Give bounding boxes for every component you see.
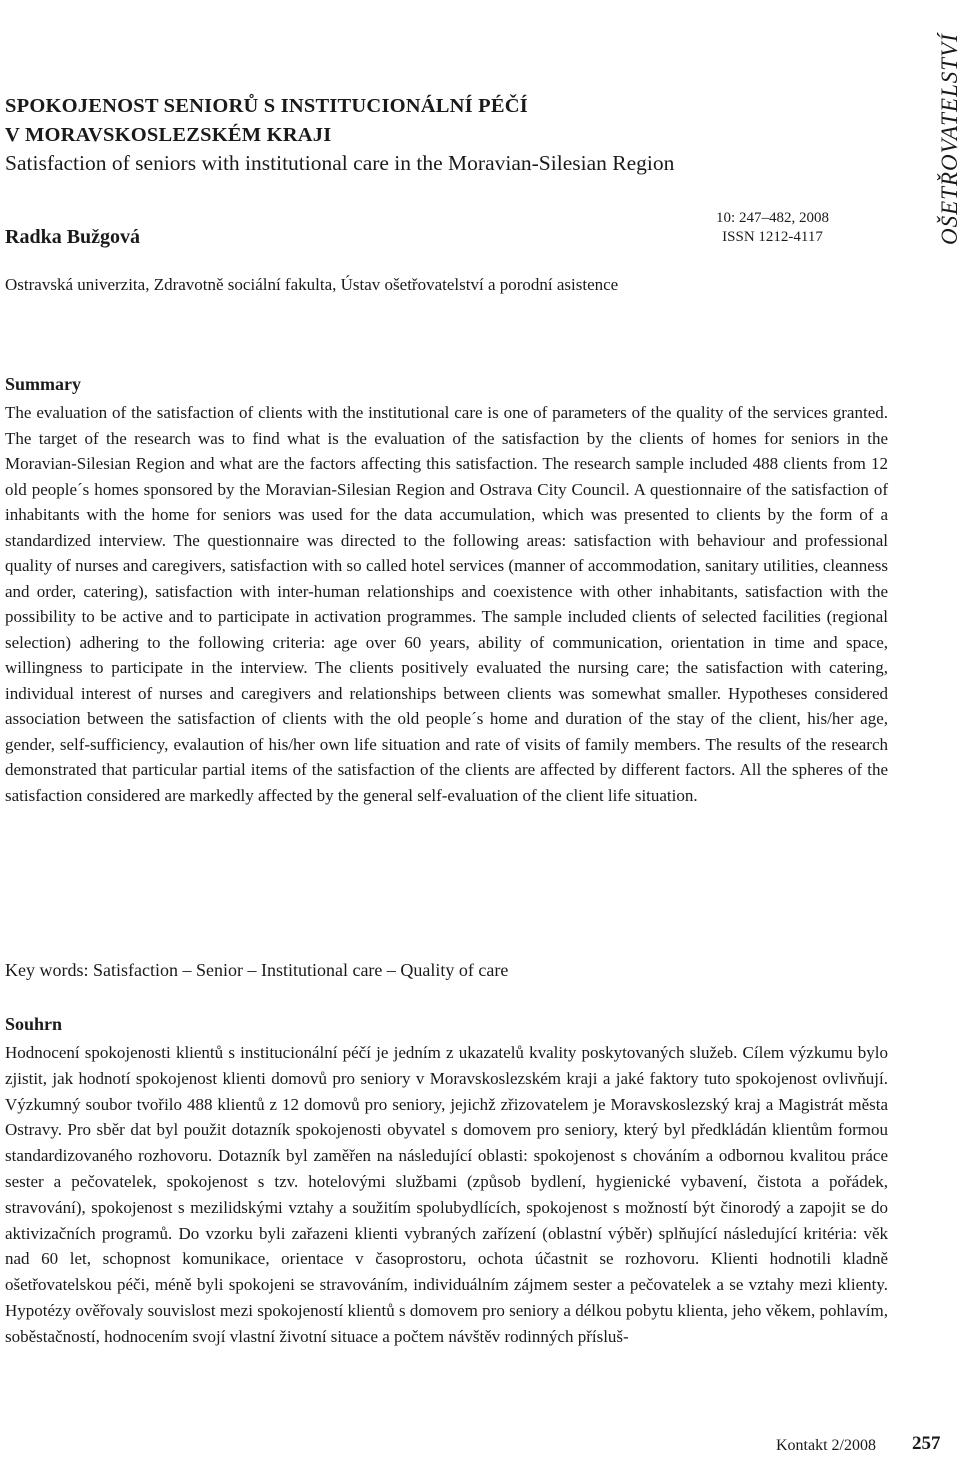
page-number: 257 <box>912 1433 941 1454</box>
souhrn-paragraph: Hodnocení spokojenosti klientů s institucionální péčí je jedním z ukazatelů kvality poskytovaných služeb. Cílem výzkumu bylo zjistit, jak hodnotí spokojenost klienti domovů pro seniory v Moravskoslezském kraji a jaké faktory tuto spokojenost ovlivňují. Výzkumný soubor tvořilo 488 klientů z 12 domovů pro seniory, jejichž zřizovatelem je Moravskoslezský kraj a Magistrát města Ostravy. Pro sběr dat byl použit dotazník spokojenosti obyvatel s domovem pro seniory, který byl předkládán klientům formou standardizovaného rozhovoru. Dotazník byl zaměřen na následující oblasti: spokojenost s chováním a odbornou kvalitou práce sester a pečovatelek, spokojenost s tzv. hotelovými službami (způsob bydlení, hygienické vybavení, čistota a pořádek, stravování), spokojenost s mezilidskými vztahy a soužitím spolubydlících, spokojenost s možností být činorodý a zapojit se do aktivizačních programů. Do vzorku byli zařazeni klienti vybraných zařízení (oblastní výběr) splňující následující kritéria: věk nad 60 let, schopnost komunikace, orientace v časoprostoru, ochota účastnit se rozhovoru. Klienti hodnotili kladně ošetřovatelskou péči, méně byli spokojeni se stravováním, individuálním zájmem sester a pečovatelek a se vztahy mezi klienty. Hypotézy ověřovaly souvislost mezi spokojeností klientů s domovem pro seniory a délkou pobytu klienta, jeho věkem, pohlavím, soběstačností, hodnocením svojí vlastní životní situace a počtem návštěv rodinných přísluš- <box>5 1043 888 1346</box>
footer-journal: Kontakt 2/2008 <box>776 1437 876 1454</box>
article-title-cs-line1: SPOKOJENOST SENIORŮ S INSTITUCIONÁLNÍ PÉČÍ <box>5 95 528 117</box>
author-name: Radka Bužgová <box>5 226 141 248</box>
volume-pages: 10: 247–482, 2008 <box>716 210 829 226</box>
summary-paragraph: The evaluation of the satisfaction of clients with the institutional care is one of parameters of the quality of the services granted. The target of the research was to find what is the evaluation of the satisfaction by the clients of homes for seniors in the Moravian-Silesian Region and what are the factors affecting this satisfaction. The research sample included 488 clients from 12 old people´s homes sponsored by the Moravian-Silesian Region and Ostrava City Council. A questionnaire of the satisfaction of inhabitants with the home for seniors was used for the data accumulation, which was presented to clients by the form of a standardized interview. The questionnaire was directed to the following areas: satisfaction with behaviour and professional quality of nurses and caregivers, satisfaction with so called hotel services (manner of accommodation, sanitary utilities, cleanness and order, catering), satisfaction with inter-human relationships and coexistence with other inhabitants, satisfaction with the possibility to be active and to participate in activation programmes. The sample included clients of selected facilities (regional selection) adhering to the following criteria: age over 60 years, ability of communication, orientation in time and space, willingness to participate in the interview. The clients positively evaluated the nursing care; the satisfaction with catering, individual interest of nurses and caregivers and relationships between clients was somewhat smaller. Hypotheses considered association between the satisfaction of clients with the old people´s home and duration of the stay of the client, his/her age, gender, self-sufficiency, evalaution of his/her own life situation and rate of visits of family members. The results of the research demonstrated that particular partial items of the satisfaction of the clients are affected by different factors. All the spheres of the satisfaction considered are markedly affected by the general self-evaluation of the client life situation. <box>5 403 888 805</box>
issn: ISSN 1212-4117 <box>722 229 823 245</box>
side-label-text: OŠETŘOVATELSTVÍ <box>937 33 962 245</box>
affiliation: Ostravská univerzita, Zdravotně sociální fakulta, Ústav ošetřovatelství a porodní asistence <box>5 275 619 294</box>
keywords: Key words: Satisfaction – Senior – Institutional care – Quality of care <box>5 960 509 980</box>
section-side-label <box>937 0 962 245</box>
article-title-cs-line2: V MORAVSKOSLEZSKÉM KRAJI <box>5 124 332 146</box>
article-title-en: Satisfaction of seniors with institutional care in the Moravian-Silesian Region <box>5 151 675 175</box>
publication-meta <box>690 209 855 247</box>
summary-heading: Summary <box>5 374 81 394</box>
souhrn-heading: Souhrn <box>5 1014 63 1034</box>
